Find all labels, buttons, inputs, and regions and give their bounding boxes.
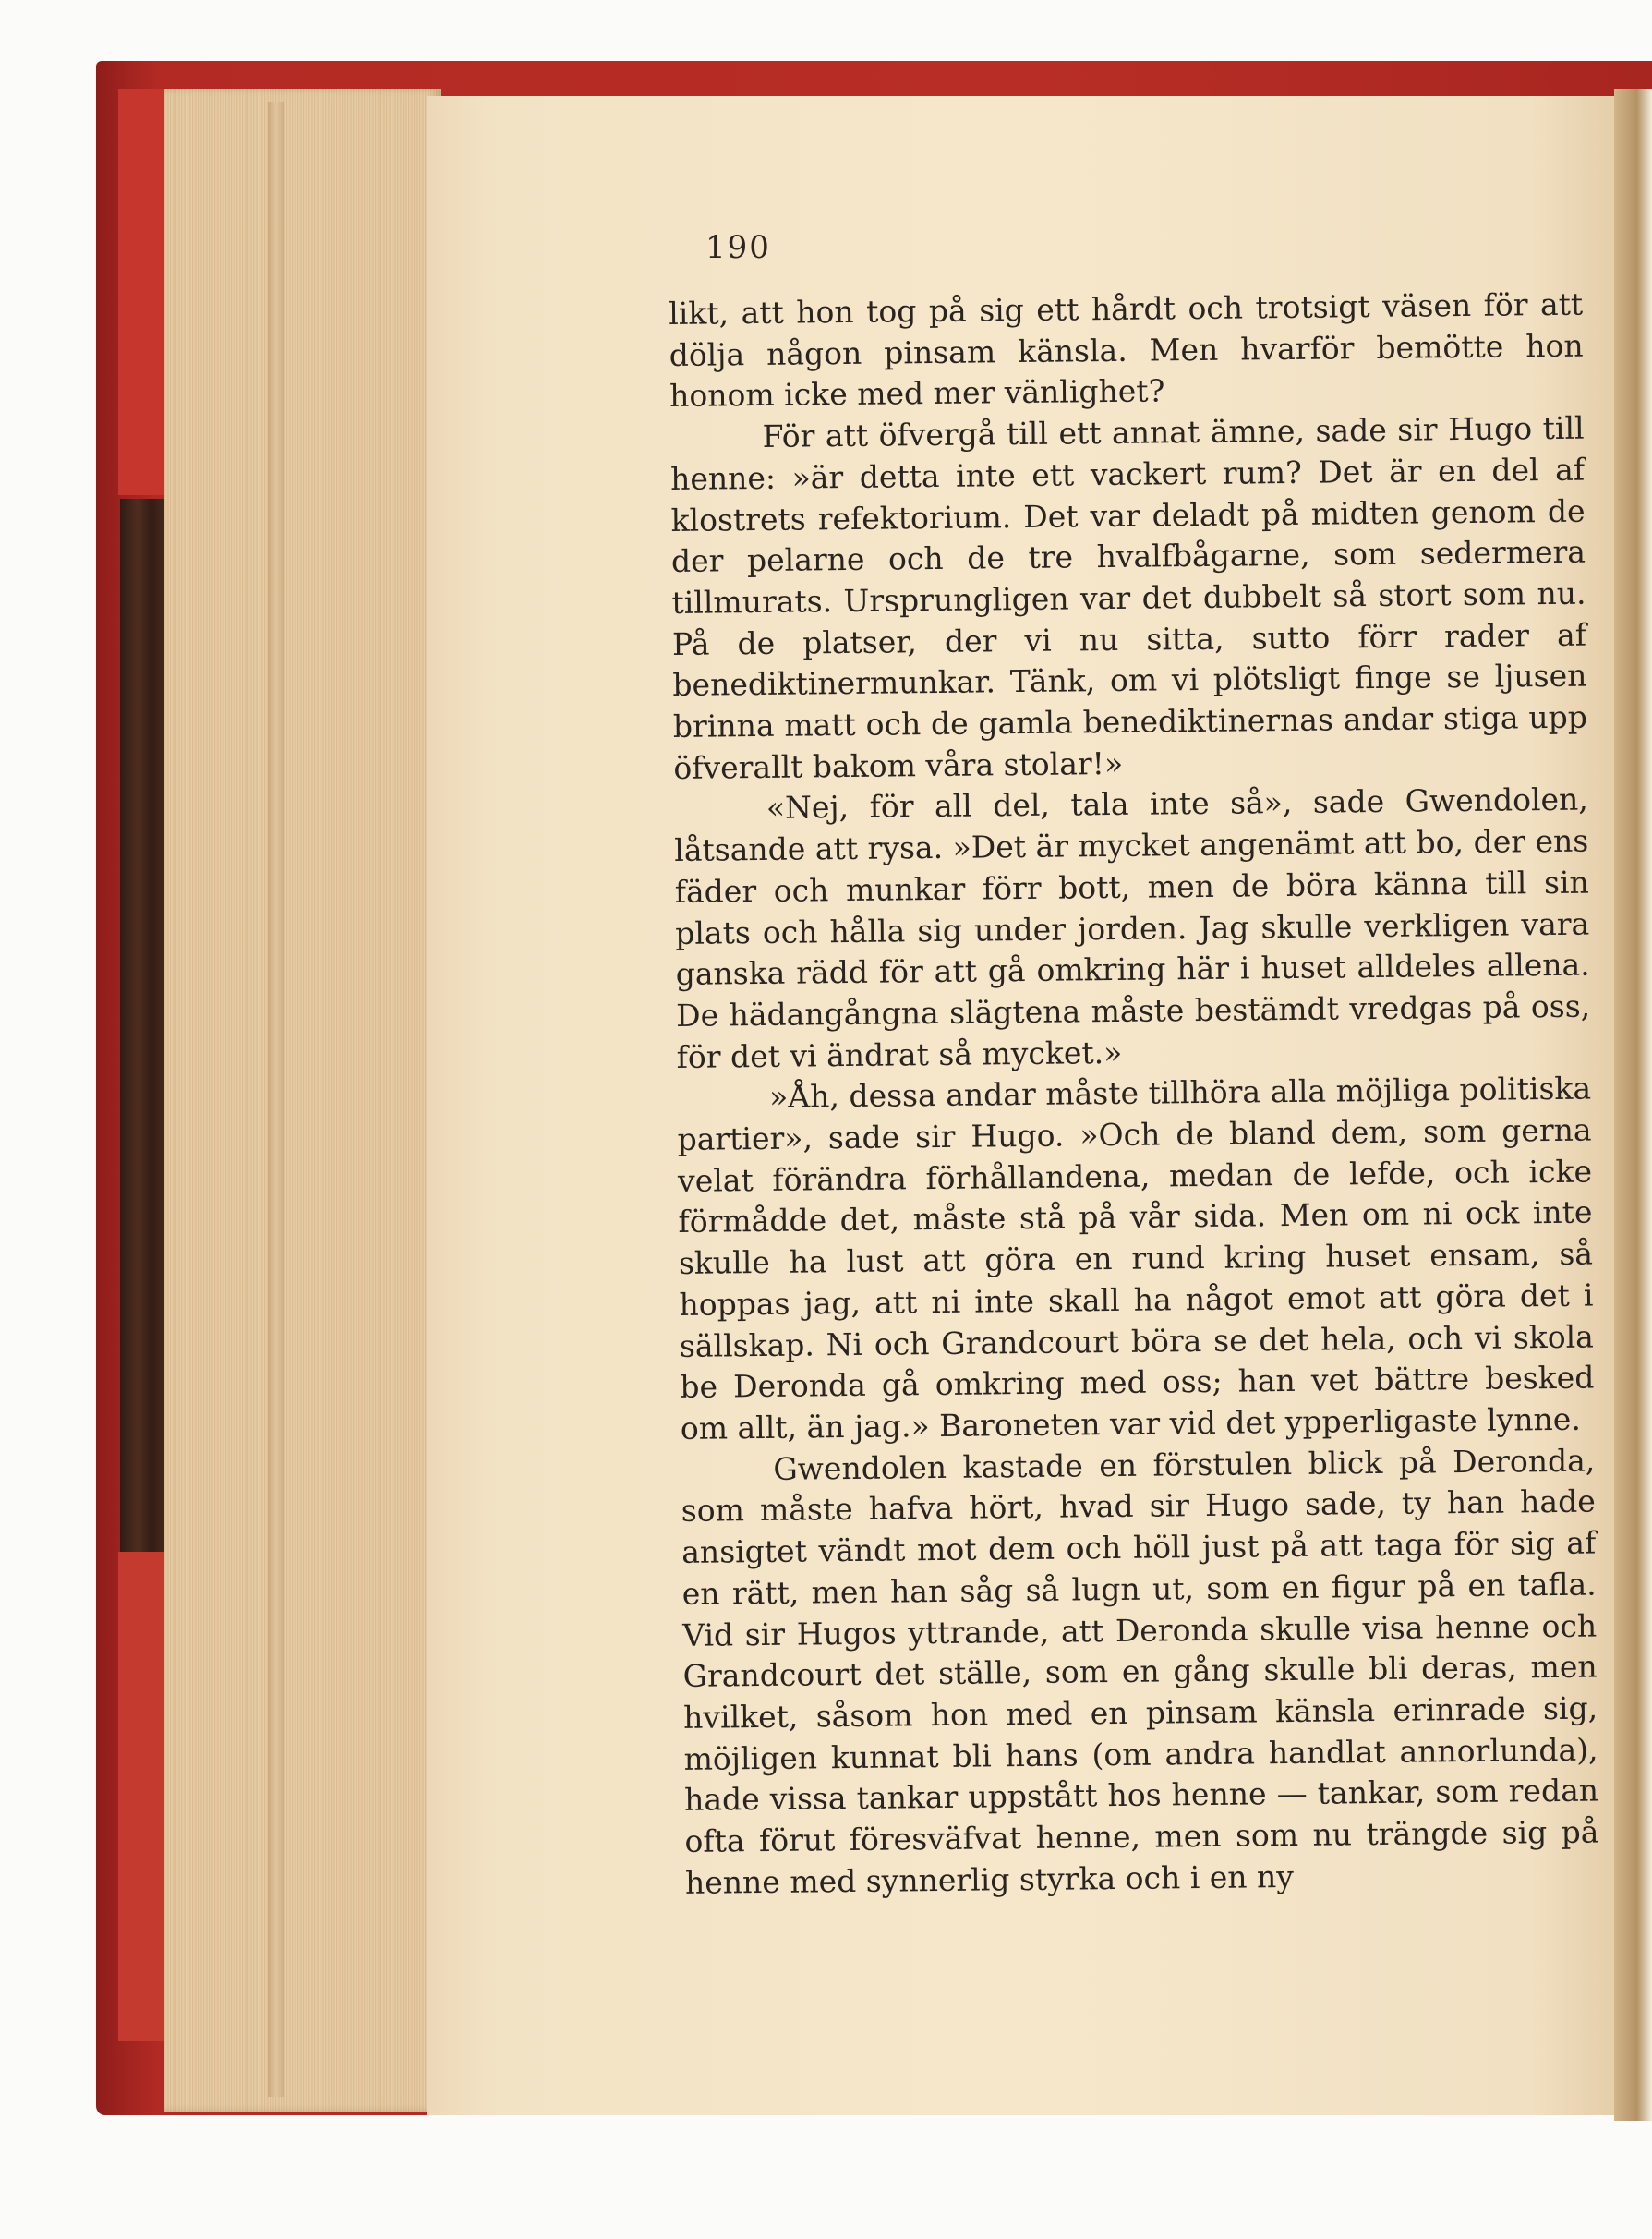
paragraph-3: «Nej, för all del, tala inte så», sade Gwendolen, låtsande att rysa. »Det är mycket angenämt att bo, der ens fäder och munkar förr bott, men de böra känna till sin plats och hålla sig under jorden. Jag skulle verkligen vara ganska rädd för att gå omkring här i huset alldeles allena. De hädangångna slägtena måste bestämdt vredgas på oss, för det vi ändrat så mycket.» [674, 781, 1591, 1075]
paragraph-2: För att öfvergå till ett annat ämne, sade sir Hugo till henne: »är detta inte ett vackert rum? Det är en del af klostrets refektorium. Det var deladt på midten genom de der pelarne och de tre hvalfbågarne, som sedermera tillmurats. Ursprungligen var det dubbelt så stort som nu. På de platser, der vi nu sitta, sutto förr rader af benediktinermunkar. Tänk, om vi plötsligt finge se ljusen brinna matt och de gamla benediktinernas andar stiga upp öfverallt bakom våra stolar!» [669, 409, 1588, 786]
cover-edge-top [118, 89, 168, 495]
marbled-endpaper [120, 499, 164, 1552]
paragraph-5: Gwendolen kastade en förstulen blick på Deronda, som måste hafva hört, hvad sir Hugo sade, ty han hade ansigtet vändt mot dem och höll just på att taga för sig af en rätt, men han såg så lugn ut, som en figur på en tafla. Vid sir Hugos yttrande, att Deronda skulle visa henne och Grandcourt det ställe, som en gång skulle bli deras, men hvilket, såsom hon med en pinsam känsla erinrade sig, möjligen kunnat bli hans (om andra handlat annorlunda), hade vissa tankar uppstått hos henne — tankar, som redan ofta förut föresväfvat henne, men som nu trängde sig på henne med synnerlig styrka och i en ny [681, 1442, 1599, 1901]
paragraph-4: »Åh, dessa andar måste tillhöra alla möjliga politiska partier», sade sir Hugo. »Och de bland dem, som gerna velat förändra förhållandena, medan de lefde, och icke förmådde det, måste stå på vår sida. Men om ni ock inte skulle ha lust att göra en rund kring huset ensam, så hoppas jag, att ni inte skall ha något emot att göra det i sällskap. Ni och Grandcourt böra se det hela, och vi skola be Deronda gå omkring med oss; han vet bättre besked om allt, än jag.» Baroneten var vid det ypperligaste lynne. [677, 1070, 1595, 1446]
page-edges [164, 89, 441, 2112]
cover-edge-bottom [118, 1552, 168, 2041]
page-body [669, 284, 1599, 1905]
page-number: 190 [705, 229, 771, 266]
paragraph-1: likt, att hon tog på sig ett hårdt och trotsigt väsen för att dölja någon pinsam känsla. Men hvarför bemötte hon honom icke med mer vänlighet? [669, 285, 1584, 415]
page-edges-divider [268, 102, 284, 2097]
page-gutter [1614, 89, 1652, 2121]
